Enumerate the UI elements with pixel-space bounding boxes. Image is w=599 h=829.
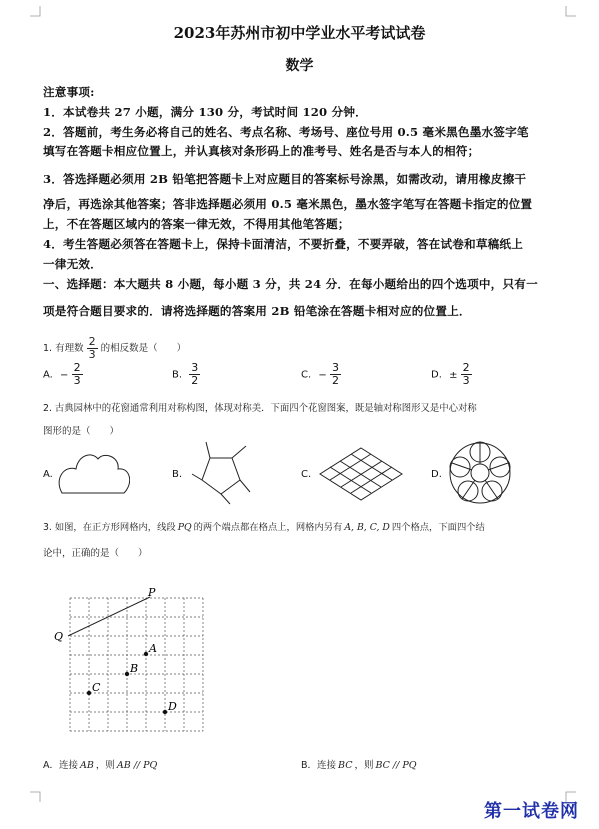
option-relation: BC // PQ: [375, 760, 417, 771]
option-label: B.: [172, 369, 183, 381]
question-1-stem: [43, 336, 186, 361]
question-2-stem-line: 2. 古典园林中的花窗通常利用对称构图，体现对称美．下面四个花窗图案，既是轴对称图形又是中心对称: [43, 403, 477, 414]
fraction-numerator: 2: [88, 335, 96, 348]
option-label: C.: [301, 369, 312, 381]
point-a: [144, 652, 148, 656]
q1-option-b[interactable]: [172, 362, 200, 387]
option-label: D.: [431, 369, 442, 381]
label-d: D: [168, 700, 177, 713]
segment-pq: [68, 597, 150, 636]
fraction-numerator: 2: [73, 361, 81, 374]
option-relation: AB // PQ: [116, 760, 158, 771]
label-a: A: [149, 642, 157, 655]
fraction-numerator: 3: [191, 361, 199, 374]
notes-heading: 注意事项:: [43, 85, 95, 99]
corner-mark-bottom-left: [30, 790, 42, 802]
option-segment: BC: [338, 760, 353, 771]
subject-title: 数学: [285, 58, 314, 74]
grid-figure: [50, 582, 210, 737]
section-heading-line: 一、选择题：本大题共 8 小题，每小题 3 分，共 24 分．在每小题给出的四个选项中，只有一: [43, 277, 538, 291]
option-fraction: [189, 362, 200, 387]
question-1-suffix: 的相反数是（ ）: [100, 343, 187, 354]
notes-line: 上，不在答题区域内的答案一律无效，不得用其他笔答题；: [43, 217, 350, 231]
option-label: A.: [43, 369, 53, 381]
window-pattern-flower-icon: [448, 441, 512, 505]
question-1-prefix: 1. 有理数: [43, 343, 84, 354]
stem-text: 四个格点，下面四个结: [391, 522, 485, 533]
stem-text: 3. 如图，在正方形网格内，线段: [43, 522, 176, 533]
corner-mark-top-right: [564, 6, 576, 18]
fraction-numerator: 3: [331, 361, 339, 374]
question-2-stem-line: 图形的是（ ）: [43, 426, 120, 437]
window-pattern-cloud-icon: [58, 449, 130, 497]
notes-line: 2．答题前，考生务必将自己的姓名、考点名称、考场号、座位号用 0.5 毫米黑色墨水签字笔: [43, 125, 529, 139]
point-d: [163, 710, 167, 714]
label-c: C: [92, 681, 101, 694]
q2-option-a[interactable]: A.: [43, 469, 53, 480]
option-text: ，则: [95, 760, 115, 771]
notes-line: 4．考生答题必须答在答题卡上，保持卡面清洁，不要折叠，不要弄破，答在试卷和草稿纸上: [43, 237, 524, 251]
q2-option-d[interactable]: D.: [431, 469, 442, 480]
corner-mark-top-left: [30, 6, 42, 18]
option-label: A．连接: [43, 760, 78, 771]
option-fraction: [330, 362, 341, 387]
label-q: Q: [54, 630, 64, 643]
point-b: [125, 672, 129, 676]
stem-points: A, B, C, D: [344, 522, 390, 533]
q1-option-c[interactable]: [301, 362, 341, 387]
option-text: ，则: [354, 760, 374, 771]
notes-line: 一律无效．: [43, 257, 102, 271]
notes-line: 填写在答题卡相应位置上，并认真核对条形码上的准考号、姓名是否与本人的相符；: [43, 144, 480, 158]
q1-option-d[interactable]: [431, 362, 472, 387]
stem-segment-pq: PQ: [177, 522, 192, 533]
notes-line: 1．本试卷共 27 小题，满分 130 分，考试时间 120 分钟．: [43, 105, 367, 119]
option-fraction: [461, 362, 472, 387]
window-pattern-pinwheel-icon: [190, 440, 252, 506]
question-3-stem-line: 论中，正确的是（ ）: [43, 548, 148, 559]
q3-option-a[interactable]: [43, 757, 157, 771]
label-b: B: [130, 662, 139, 675]
notes-line: 净后，再选涂其他答案；答非选择题必须用 0.5 毫米黑色，墨水签字笔写在答题卡指定的位置: [43, 197, 533, 211]
question-1-fraction: [87, 336, 98, 361]
option-fraction: [72, 362, 83, 387]
q3-option-b[interactable]: [301, 757, 417, 771]
exam-title: 2023年苏州市初中学业水平考试试卷: [173, 24, 426, 42]
q1-option-a[interactable]: [43, 362, 83, 387]
notes-line: 3．答选择题必须用 2B 铅笔把答题卡上对应题目的答案标号涂黑，如需改动，请用橡皮擦干: [43, 172, 527, 186]
section-heading-line: 项是符合题目要求的．请将选择题的答案用 2B 铅笔涂在答题卡相对应的位置上．: [43, 304, 471, 318]
question-3-stem-line: [43, 519, 485, 533]
q2-option-c[interactable]: C.: [301, 469, 312, 480]
fraction-denominator: 3: [73, 374, 81, 387]
option-sign: −: [60, 369, 69, 381]
fraction-denominator: 3: [462, 374, 470, 387]
watermark-logo: 第一试卷网: [484, 801, 579, 822]
q2-option-b[interactable]: B.: [172, 469, 183, 480]
fraction-denominator: 2: [331, 374, 339, 387]
window-pattern-lattice-icon: [318, 446, 404, 502]
fraction-denominator: 2: [191, 374, 199, 387]
stem-text: 的两个端点都在格点上，网格内另有: [193, 522, 343, 533]
fraction-numerator: 2: [462, 361, 470, 374]
point-c: [87, 691, 91, 695]
fraction-denominator: 3: [88, 348, 96, 361]
option-segment: AB: [80, 760, 94, 771]
option-sign: ±: [449, 369, 458, 381]
label-p: P: [148, 586, 156, 599]
option-sign: −: [318, 369, 327, 381]
option-label: B．连接: [301, 760, 337, 771]
